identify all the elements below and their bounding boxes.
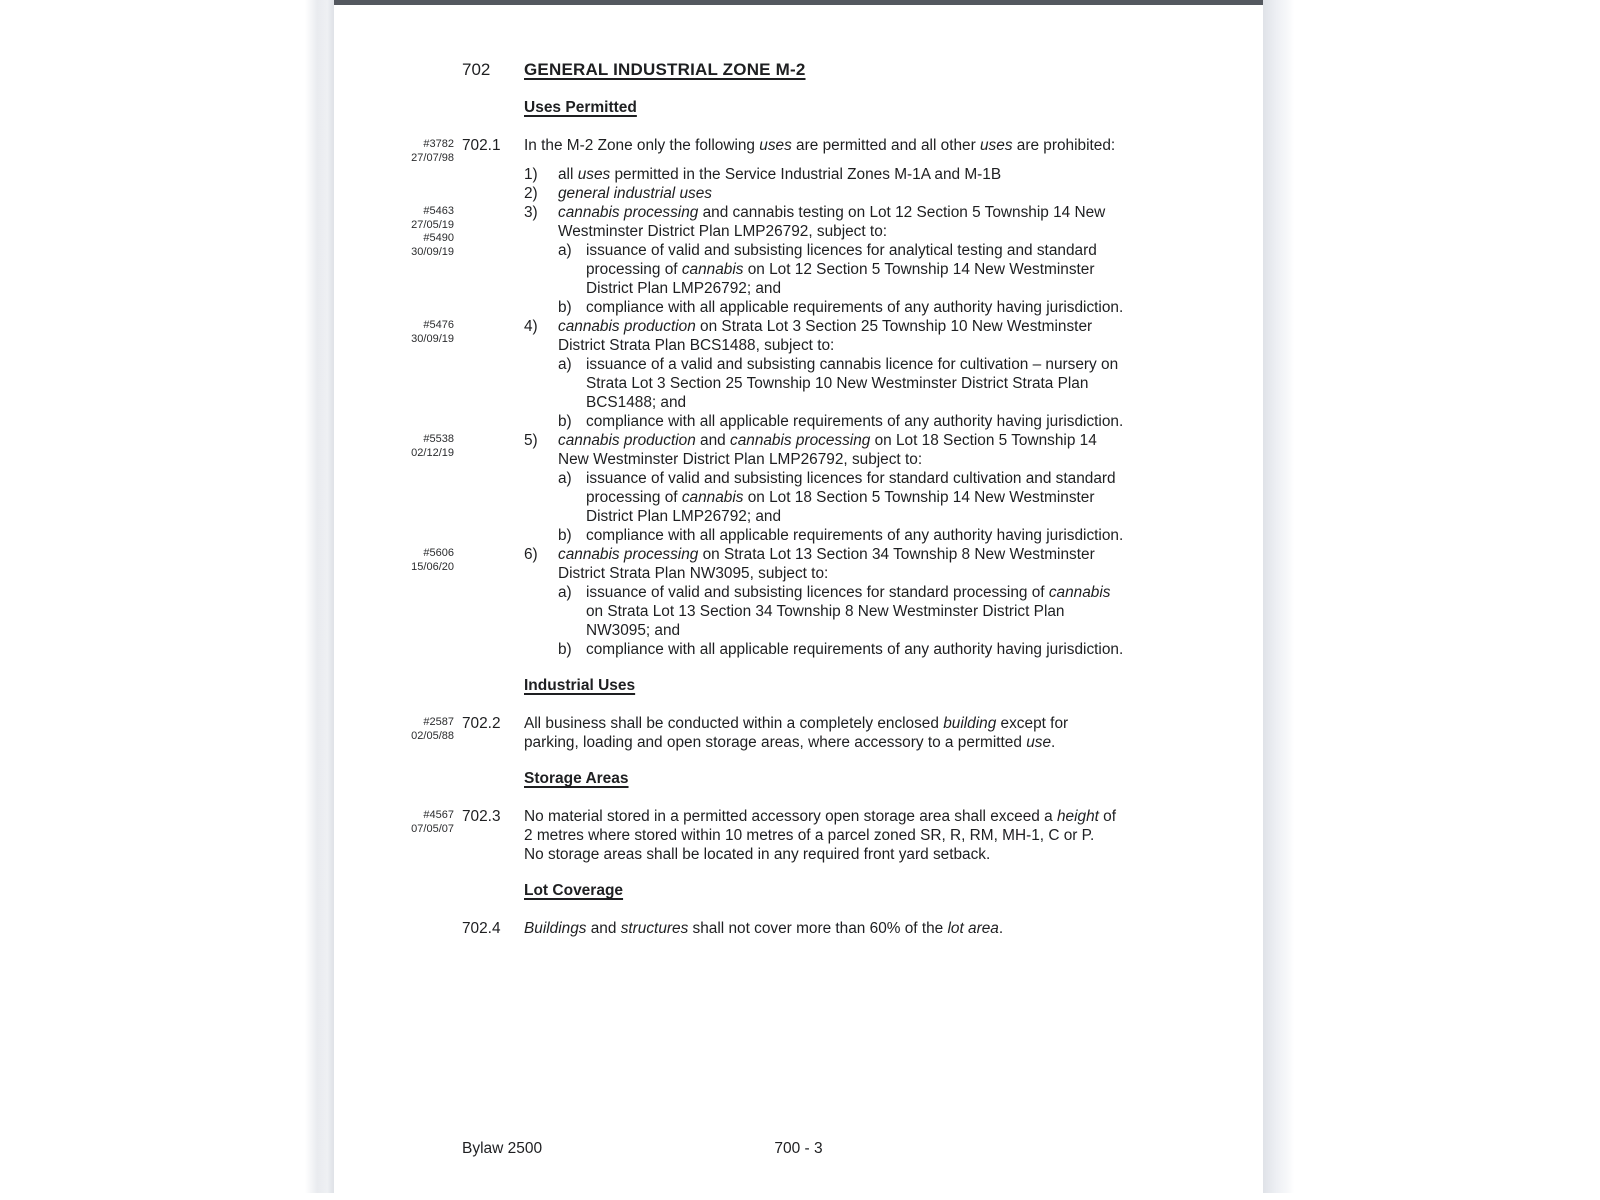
list-item-text: cannabis production on Strata Lot 3 Section 25 Township 10 New Westminster District Strata Plan BCS1488, subject to: [558, 318, 1093, 354]
amendment-date: 30/09/19 [411, 332, 454, 345]
clause-702-4-row [334, 919, 1163, 938]
subitem-text: compliance with all applicable requirements of any authority having jurisdiction. [586, 413, 1124, 430]
margin-note-group [334, 807, 454, 836]
amendment-ref: #5476 [423, 319, 454, 331]
scan-edge-shadow-left [305, 0, 336, 1193]
list-item-label: 6) [524, 546, 538, 563]
clause-number: 702.4 [462, 920, 501, 937]
margin-column [334, 60, 454, 62]
page-number: 700 - 3 [774, 1140, 823, 1157]
list-item-text: general industrial uses [558, 185, 712, 202]
heading-industrial-uses-row [334, 676, 1163, 696]
heading-lot-coverage: Lot Coverage [524, 882, 624, 899]
clause-702-2-row [334, 714, 1163, 752]
clause-702-1-intro-row [334, 136, 1163, 165]
list-item-1 [334, 165, 1163, 184]
heading-uses-permitted-row [334, 98, 1163, 118]
list-item-text: cannabis production and cannabis processing on Lot 18 Section 5 Township 14 New Westminster District Plan LMP26792, subject to: [558, 432, 1097, 468]
subitem-text: issuance of valid and subsisting licences for analytical testing and standard processing of cannabis on Lot 12 Section 5 Township 14 New Westminster District Plan LMP26792; and [586, 242, 1097, 297]
clause-number: 702.2 [462, 715, 501, 732]
list-item-text: cannabis processing on Strata Lot 13 Section 34 Township 8 New Westminster District Strata Plan NW3095, subject to: [558, 546, 1095, 582]
heading-industrial-uses: Industrial Uses [524, 677, 636, 694]
subitem-label: a) [558, 470, 572, 487]
subitem-text: compliance with all applicable requirements of any authority having jurisdiction. [586, 299, 1124, 316]
amendment-date: 15/06/20 [411, 560, 454, 573]
list-item-6 [334, 545, 1163, 659]
subitem-label: a) [558, 356, 572, 373]
clause-number: 702.1 [462, 137, 501, 154]
heading-uses-permitted: Uses Permitted [524, 99, 637, 116]
bylaw-label: Bylaw 2500 [462, 1140, 543, 1157]
margin-note-group [334, 545, 454, 574]
heading-storage-areas: Storage Areas [524, 770, 629, 787]
heading-storage-areas-row [334, 769, 1163, 789]
list-item-label: 3) [524, 204, 538, 221]
margin-note-group [334, 431, 454, 460]
subitem-label: b) [558, 527, 572, 544]
clause-702-3-row [334, 807, 1163, 864]
scan-edge-shadow-right [1263, 0, 1294, 1193]
list-item-label: 2) [524, 185, 538, 202]
list-item-3 [334, 203, 1163, 317]
margin-note-group [334, 136, 454, 165]
subitem-label: a) [558, 242, 572, 259]
amendment-date: 02/05/88 [411, 729, 454, 742]
subitem-text: compliance with all applicable requirements of any authority having jurisdiction. [586, 641, 1124, 658]
amendment-ref: #5538 [423, 433, 454, 445]
list-item-2 [334, 184, 1163, 203]
page-footer [334, 1139, 1263, 1159]
amendment-date: 30/09/19 [411, 245, 454, 258]
list-item-text: all uses permitted in the Service Industrial Zones M-1A and M-1B [558, 166, 1002, 183]
list-item-label: 5) [524, 432, 538, 449]
heading-lot-coverage-row [334, 881, 1163, 901]
subitem-text: issuance of a valid and subsisting cannabis licence for cultivation – nursery on Strata Lot 3 Section 25 Township 10 New Westminster District Strata Plan BCS1488; and [586, 356, 1119, 411]
subitem-label: a) [558, 584, 572, 601]
clause-text: Buildings and structures shall not cover more than 60% of the lot area. [524, 920, 1004, 937]
bylaw-page [334, 0, 1263, 1200]
clause-text: In the M-2 Zone only the following uses are permitted and all other uses are prohibited: [524, 137, 1116, 154]
amendment-date: 27/07/98 [411, 151, 454, 164]
section-title: GENERAL INDUSTRIAL ZONE M-2 [524, 60, 806, 79]
section-heading-row [334, 60, 1163, 80]
amendment-date: 27/05/19 [411, 218, 454, 231]
amendment-date: 02/12/19 [411, 446, 454, 459]
list-item-label: 1) [524, 166, 538, 183]
margin-note-group [334, 714, 454, 743]
amendment-ref: #5606 [423, 547, 454, 559]
clause-number: 702.3 [462, 808, 501, 825]
subitem-text: issuance of valid and subsisting licences for standard processing of cannabis on Strata Lot 13 Section 34 Township 8 New Westminster District Plan NW3095; and [586, 584, 1111, 639]
amendment-date: 07/05/07 [411, 822, 454, 835]
section-number: 702 [462, 60, 491, 79]
clause-text: No material stored in a permitted accessory open storage area shall exceed a height of 2 metres where stored within 10 metres of a parcel zoned SR, R, RM, MH-1, C or P. No storage areas shall be located in any required front yard setback. [524, 808, 1117, 863]
subitem-label: b) [558, 641, 572, 658]
clause-text: All business shall be conducted within a completely enclosed building except for parking, loading and open storage areas, where accessory to a permitted use. [524, 715, 1069, 751]
list-item-4 [334, 317, 1163, 431]
margin-note-group [334, 203, 454, 259]
list-item-5 [334, 431, 1163, 545]
subitem-label: b) [558, 413, 572, 430]
amendment-ref: #3782 [423, 138, 454, 150]
subitem-text: issuance of valid and subsisting licences for standard cultivation and standard processing of cannabis on Lot 18 Section 5 Township 14 New Westminster District Plan LMP26792; and [586, 470, 1116, 525]
list-item-text: cannabis processing and cannabis testing on Lot 12 Section 5 Township 14 New Westminster District Plan LMP26792, subject to: [558, 204, 1106, 240]
subitem-text: compliance with all applicable requirements of any authority having jurisdiction. [586, 527, 1124, 544]
amendment-ref: #5490 [423, 232, 454, 244]
subitem-label: b) [558, 299, 572, 316]
margin-note-group [334, 317, 454, 346]
amendment-ref: #4567 [423, 809, 454, 821]
amendment-ref: #2587 [423, 716, 454, 728]
list-item-label: 4) [524, 318, 538, 335]
amendment-ref: #5463 [423, 205, 454, 217]
